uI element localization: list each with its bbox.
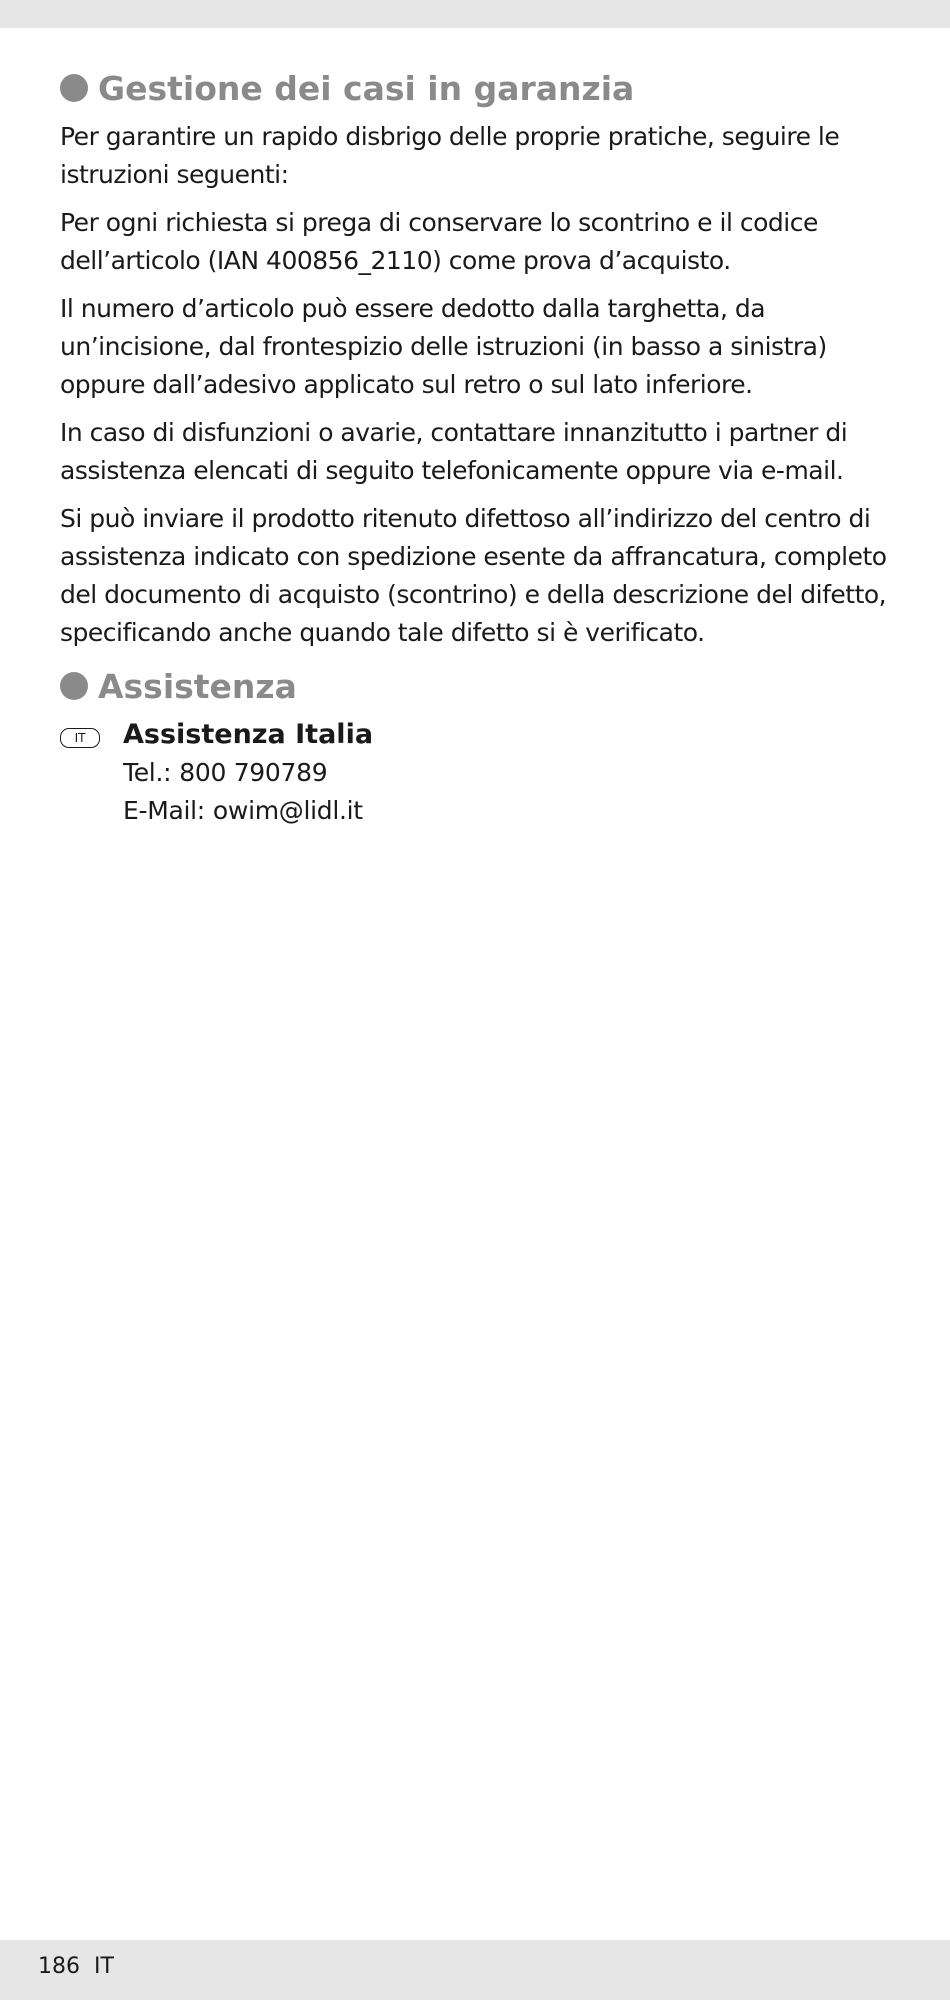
paragraph: In caso di disfunzioni o avarie, contattare innanzitutto i partner di assistenza elencati di seguito telefonicamente oppure via e-mail. (60, 418, 848, 485)
contact-block (60, 716, 900, 830)
email-label: E-Mail: (123, 796, 205, 825)
section-title: Gestione dei casi in garanzia (98, 68, 635, 108)
phone-label: Tel.: (123, 758, 172, 787)
contact-phone-line (123, 754, 900, 792)
paragraph: Per ogni richiesta si prega di conservare lo scontrino e il codice dell’articolo (IAN 400856_2110) come prova d’acquisto. (60, 208, 818, 275)
section-heading-warranty (60, 64, 900, 112)
email-address[interactable]: owim@lidl.it (212, 796, 363, 825)
footer-language: IT (94, 1954, 114, 1979)
bottom-band (0, 1940, 950, 2000)
bullet-icon (60, 74, 88, 102)
top-band (0, 0, 950, 28)
contact-email-line (123, 792, 900, 830)
page-content (60, 64, 900, 830)
page-footer (38, 1954, 114, 1979)
contact-title: Assistenza Italia (123, 719, 374, 750)
section-title: Assistenza (98, 666, 297, 706)
paragraph: Si può inviare il prodotto ritenuto difettoso all’indirizzo del centro di assistenza indicato con spedizione esente da affrancatura, completo del documento di acquisto (scontrino) e della descrizione del difetto, specificando anche quando tale difetto si è verificato. (60, 504, 887, 647)
country-badge: IT (60, 728, 100, 748)
section-heading-assistance (60, 662, 900, 710)
paragraph: Il numero d’articolo può essere dedotto dalla targhetta, da un’incisione, dal frontespizio delle istruzioni (in basso a sinistra) oppure dall’adesivo applicato sul retro o sul lato inferiore. (60, 294, 827, 399)
phone-number: 800 790789 (179, 758, 328, 787)
bullet-icon (60, 672, 88, 700)
paragraph: Per garantire un rapido disbrigo delle proprie pratiche, seguire le istruzioni seguenti: (60, 122, 840, 189)
page-number: 186 (38, 1954, 80, 1979)
